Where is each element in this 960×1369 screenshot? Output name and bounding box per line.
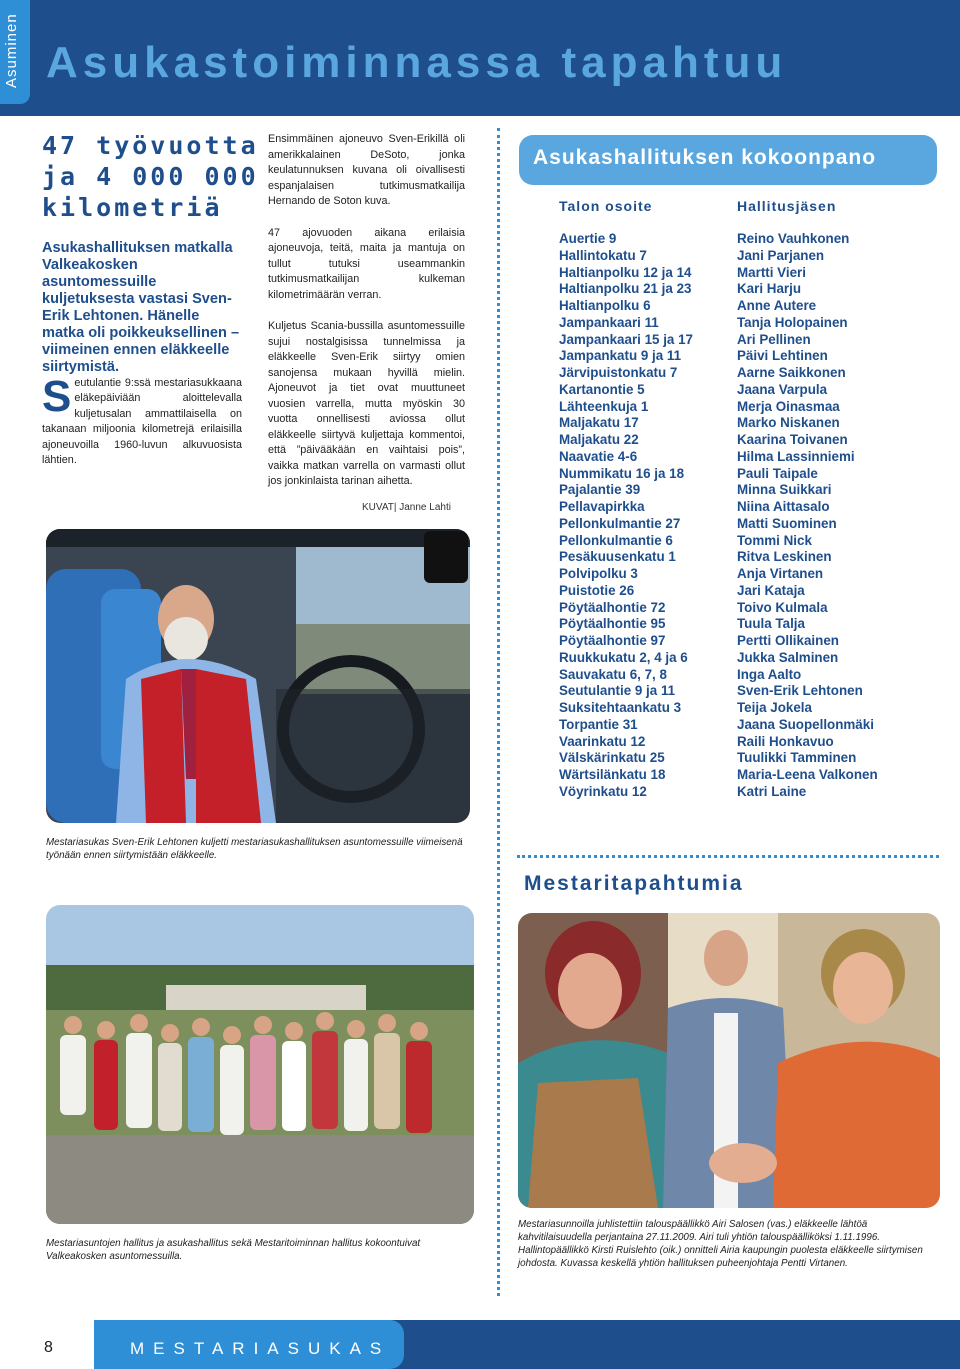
member-item: Jani Parjanen — [737, 247, 825, 263]
member-item: Inga Aalto — [737, 666, 802, 682]
member-item: Sven-Erik Lehtonen — [737, 683, 863, 699]
member-item: Katri Laine — [737, 783, 807, 799]
member-item: Tuulikki Tamminen — [737, 750, 857, 766]
address-item: Jampankaari 15 ja 17 — [559, 331, 693, 347]
handshake-photo — [518, 913, 940, 1208]
group-photo-caption: Mestariasuntojen hallitus ja asukashallitus sekä Mestaritoiminnan hallitus kokoontuivat Valkeakosken asuntomessuilla. — [46, 1238, 421, 1262]
member-item: Maria-Leena Valkonen — [737, 767, 878, 782]
address-item: Pöytäalhontie 72 — [559, 599, 666, 615]
member-item: Marko Niskanen — [737, 415, 840, 431]
address-item: Kartanontie 5 — [559, 381, 645, 397]
article-body-text: eutulantie 9:ssä mestariasukkaana eläkepäiviään aloittelevalla kuljetusalan ammattilaisella on takanaan miljoonia kilometrejä erilaisilla ajoneuvoilla 1960-luvun alkuvuosista lähtien. — [42, 377, 242, 467]
footer-margin — [0, 1320, 24, 1369]
member-item: Tanja Holopainen — [737, 314, 848, 330]
member-item: Toivo Kulmala — [737, 599, 828, 615]
magazine-name: MESTARIASUKAS — [130, 1339, 391, 1358]
address-item: Naavatie 4-6 — [559, 448, 638, 464]
address-item: Jampankaari 11 — [559, 314, 659, 330]
member-column-header: Hallitusjäsen — [737, 198, 837, 214]
member-item: Pauli Taipale — [737, 465, 818, 481]
address-item: Vöyrinkatu 12 — [559, 783, 647, 799]
address-item: Välskärinkatu 25 — [559, 750, 665, 766]
member-item: Pertti Ollikainen — [737, 633, 839, 648]
member-item: Tommi Nick — [737, 532, 812, 548]
member-item: Ari Pellinen — [737, 331, 811, 347]
horizontal-divider — [517, 855, 939, 858]
address-item: Nummikatu 16 ja 18 — [559, 465, 685, 481]
magazine-name-box — [94, 1320, 404, 1369]
article-title-line: ja 4 000 000 — [42, 162, 259, 191]
address-item: Haltianpolku 21 ja 23 — [559, 281, 692, 297]
address-item: Haltianpolku 12 ja 14 — [559, 264, 692, 280]
article-title-line: kilometriä — [42, 193, 223, 222]
address-list — [559, 231, 729, 801]
page-number: 8 — [44, 1339, 53, 1356]
address-item: Pellonkulmantie 6 — [559, 532, 673, 548]
member-item: Tuula Talja — [737, 616, 805, 632]
address-item: Järvipuistonkatu 7 — [559, 365, 678, 380]
article-paragraph: Kuljetus Scania-bussilla asuntomessuille sujui nostalgisissa tunnelmissa ja eläkkeelle Sven-Erik siirtyy omien sanojensa mukaan hyvillä mielin. Ajoneuvot ja tiet ovat muuttuneet vuosien varrella, mutta myöskin 30 vuotta onnellisesti aviossa ollut eläkkeelle siirtyvä kuljettaja kommentoi, että ”päivääkään en vaihtaisi pois”, vaikka matkan varrella on varmasti ollut jos jonkinlaista tarinan aihetta. — [268, 320, 465, 487]
member-list — [737, 231, 937, 801]
address-item: Suksitehtaankatu 3 — [559, 700, 682, 715]
address-item: Pöytäalhontie 97 — [559, 633, 666, 648]
article-title-line: 47 työvuotta — [42, 131, 259, 160]
group-illustration — [46, 905, 474, 1224]
address-item: Wärtsilänkatu 18 — [559, 767, 666, 782]
bus-photo-caption: Mestariasukas Sven-Erik Lehtonen kuljetti mestariasukashallituksen asuntomessuille viimeisenä työnään ennen siirtymistään eläkkeelle. — [46, 837, 463, 861]
member-item: Anja Virtanen — [737, 566, 824, 581]
member-item: Teija Jokela — [737, 700, 812, 715]
photo-credit: KUVAT| Janne Lahti — [362, 502, 451, 513]
address-item: Lähteenkuja 1 — [559, 398, 649, 414]
address-item: Jampankatu 9 ja 11 — [559, 348, 682, 364]
address-item: Pellavapirkka — [559, 499, 645, 514]
address-column-header: Talon osoite — [559, 198, 653, 214]
member-item: Aarne Saikkonen — [737, 365, 846, 380]
section-tab-label: Asuminen — [3, 13, 20, 88]
address-item: Hallintokatu 7 — [559, 247, 647, 263]
address-item: Ruukkukatu 2, 4 ja 6 — [559, 649, 688, 665]
group-photo — [46, 905, 474, 1224]
member-item: Martti Vieri — [737, 264, 806, 280]
member-item: Minna Suikkari — [737, 482, 832, 498]
article-lead: Asukashallituksen matkalla Valkeakosken asuntomessuille kuljetuksesta vastasi Sven-Erik Lehtonen. Hänelle matka oli poikkeuksellinen – viimeinen ennen eläkkeelle siirtymistä. — [42, 240, 240, 375]
handshake-photo-caption: Mestariasunnoilla juhlistettiin talouspäällikkö Airi Salosen (vas.) eläkkeelle lähtöä kahvitilaisuudella perjantaina 27.11.2009. Airi tuli yhtiön talouspäälliköksi 1.11.1996. Hallintopäällikkö Kirsti Ruislehto (oik.) onnitteli Airia kaupungin puolesta eläkkeelle siirtymisen johdosta. Kuvassa keskellä yhtiön hallituksen puheenjohtaja Pentti Virtanen. — [518, 1219, 923, 1269]
article-title — [42, 130, 262, 223]
address-item: Auertie 9 — [559, 231, 617, 246]
address-item: Pajalantie 39 — [559, 482, 641, 498]
address-item: Maljakatu 17 — [559, 415, 639, 431]
address-item: Maljakatu 22 — [559, 432, 639, 447]
member-item: Merja Oinasmaa — [737, 398, 840, 414]
article-paragraph: 47 ajovuoden aikana erilaisia ajoneuvoja, teitä, maita ja mantuja on tullut tutuksi useammankin tutkimusmatkailijan kulkeman kilometrimäärän verran. — [268, 226, 465, 301]
address-item: Pesäkuusenkatu 1 — [559, 549, 676, 565]
vertical-divider — [497, 128, 500, 1296]
member-item: Raili Honkavuo — [737, 733, 834, 749]
address-item: Pöytäalhontie 95 — [559, 616, 666, 632]
page-title: Asukastoiminnassa tapahtuu — [46, 38, 788, 87]
member-item: Ritva Leskinen — [737, 549, 832, 565]
article-body-first — [42, 372, 242, 468]
event-title: Mestaritapahtumia — [524, 872, 744, 895]
member-item: Kari Harju — [737, 281, 801, 297]
handshake-illustration — [518, 913, 940, 1208]
member-item: Reino Vauhkonen — [737, 231, 850, 246]
bus-driver-illustration — [46, 529, 470, 823]
address-item: Torpantie 31 — [559, 716, 638, 732]
address-item: Puistotie 26 — [559, 582, 635, 598]
article-column-2 — [268, 132, 465, 506]
board-title: Asukashallituksen kokoonpano — [533, 146, 877, 169]
board-title-box — [519, 135, 937, 185]
member-item: Matti Suominen — [737, 515, 837, 531]
member-item: Niina Aittasalo — [737, 499, 830, 514]
drop-cap: S — [42, 372, 72, 421]
member-item: Hilma Lassinniemi — [737, 448, 855, 464]
member-item: Kaarina Toivanen — [737, 432, 848, 447]
address-item: Pellonkulmantie 27 — [559, 515, 681, 531]
member-item: Jaana Varpula — [737, 381, 828, 397]
page-number-box — [24, 1320, 94, 1369]
member-item: Jukka Salminen — [737, 649, 839, 665]
bus-driver-photo — [46, 529, 470, 823]
member-item: Päivi Lehtinen — [737, 348, 828, 364]
address-item: Sauvakatu 6, 7, 8 — [559, 666, 667, 682]
article-paragraph: Ensimmäinen ajoneuvo Sven-Erikillä oli amerikkalainen DeSoto, jonka keulatunnuksen kuvana oli oivallisesti espanjalaisen tutkimusmatkailija Hernando de Soton kuva. — [268, 133, 465, 207]
address-item: Seutulantie 9 ja 11 — [559, 683, 676, 699]
member-item: Jaana Suopellonmäki — [737, 716, 874, 732]
address-item: Haltianpolku 6 — [559, 298, 651, 313]
address-item: Polvipolku 3 — [559, 566, 638, 581]
address-item: Vaarinkatu 12 — [559, 733, 646, 749]
section-tab — [0, 0, 30, 104]
member-item: Anne Autere — [737, 298, 817, 313]
member-item: Jari Kataja — [737, 582, 805, 598]
